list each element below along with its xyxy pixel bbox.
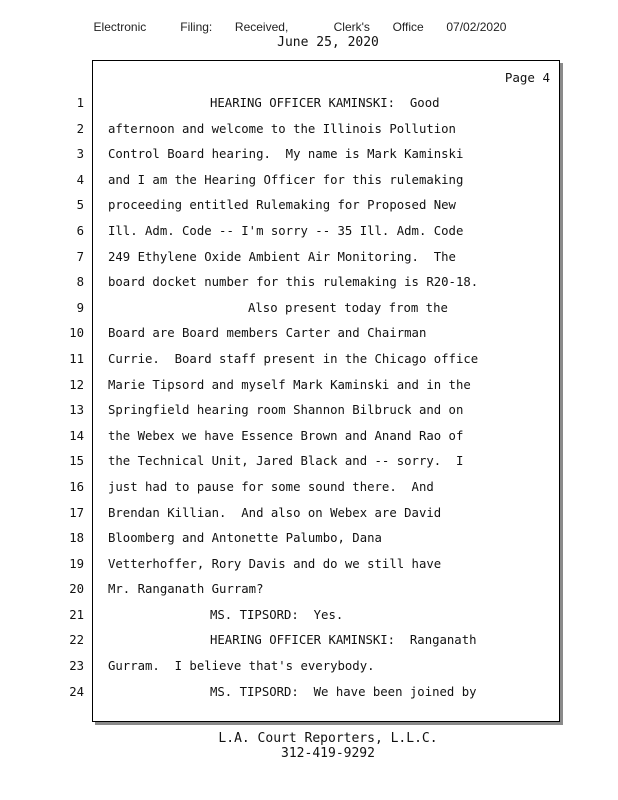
transcript-line [0,142,618,168]
line-number: 18 [69,531,84,546]
line-number: 6 [76,223,84,238]
line-number: 16 [69,479,84,494]
transcript-line [0,680,618,706]
line-number: 14 [69,428,84,443]
hearing-date: June 25, 2020 [277,35,379,50]
transcript-line [0,117,618,143]
line-number: 1 [76,96,84,110]
line-number: 11 [69,351,84,366]
line-text: Vetterhoffer, Rory Davis and do we still have [108,556,442,571]
transcript-line [0,321,618,347]
line-text: proceeding entitled Rulemaking for Proposed New [108,198,456,213]
transcript-line [0,398,618,424]
line-text: HEARING OFFICER KAMINSKI: Good [210,96,440,110]
transcript-line [0,270,618,296]
court-reporter-name: L.A. Court Reporters, L.L.C. [218,731,438,746]
line-number: 9 [76,300,84,315]
transcript-line [0,219,618,245]
page-label: Page 4 [504,70,550,85]
line-text: Ill. Adm. Code -- I'm sorry -- 35 Ill. Adm. Code [108,223,464,238]
line-text: Board are Board members Carter and Chairman [108,326,427,341]
line-number: 5 [76,198,84,213]
line-text: MS. TIPSORD: Yes. [210,607,344,622]
transcript-line [0,628,618,654]
transcript-line [0,245,618,271]
transcript-line [0,603,618,629]
transcript-line [0,296,618,322]
transcript-line [0,373,618,399]
transcript-line [0,193,618,219]
line-number: 10 [69,326,84,341]
filing-stamp: Electronic Filing: Received, Clerk's Office 07/02/2020 [93,20,507,34]
line-number: 15 [69,454,84,469]
line-number: 7 [76,249,84,264]
court-reporter-phone: 312-419-9292 [281,746,375,761]
transcript-line [0,475,618,501]
line-text: 249 Ethylene Oxide Ambient Air Monitoring. The [108,249,456,264]
line-text: and I am the Hearing Officer for this rulemaking [108,172,464,187]
transcript-line [0,501,618,527]
transcript-line [0,449,618,475]
line-text: Mr. Ranganath Gurram? [108,582,264,597]
line-number: 23 [69,659,84,674]
transcript-line [0,654,618,680]
line-number: 19 [69,556,84,571]
line-text: Also present today from the [248,300,448,315]
line-text: MS. TIPSORD: We have been joined by [210,684,477,699]
line-number: 21 [69,607,84,622]
line-text: Gurram. I believe that's everybody. [108,659,375,674]
line-number: 8 [76,275,84,290]
line-number: 2 [76,121,84,136]
line-text: Brendan Killian. And also on Webex are David [108,505,442,520]
line-number: 3 [76,147,84,162]
transcript-line [0,347,618,373]
line-number: 22 [69,633,84,648]
line-number: 17 [69,505,84,520]
line-number: 4 [76,172,84,187]
line-text: HEARING OFFICER KAMINSKI: Ranganath [210,633,477,648]
transcript-line [0,168,618,194]
line-text: Currie. Board staff present in the Chicago office [108,351,479,366]
line-text: board docket number for this rulemaking is R20-18. [108,275,479,290]
line-text: just had to pause for some sound there. And [108,479,434,494]
transcript-line [0,577,618,603]
line-number: 12 [69,377,84,392]
line-number: 20 [69,582,84,597]
line-text: Marie Tipsord and myself Mark Kaminski and in the [108,377,471,392]
line-text: Springfield hearing room Shannon Bilbruck and on [108,403,464,418]
line-number: 13 [69,403,84,418]
transcript-line [0,91,618,117]
transcript-line [0,552,618,578]
transcript-line [0,526,618,552]
line-text: Bloomberg and Antonette Palumbo, Dana [108,531,382,546]
line-text: Control Board hearing. My name is Mark Kaminski [108,147,464,162]
line-text: afternoon and welcome to the Illinois Pollution [108,121,456,136]
line-text: the Technical Unit, Jared Black and -- sorry. I [108,454,464,469]
line-text: the Webex we have Essence Brown and Anand Rao of [108,428,464,443]
line-number: 24 [69,684,84,699]
transcript-body [0,91,618,705]
footer [0,731,618,761]
transcript-line [0,424,618,450]
